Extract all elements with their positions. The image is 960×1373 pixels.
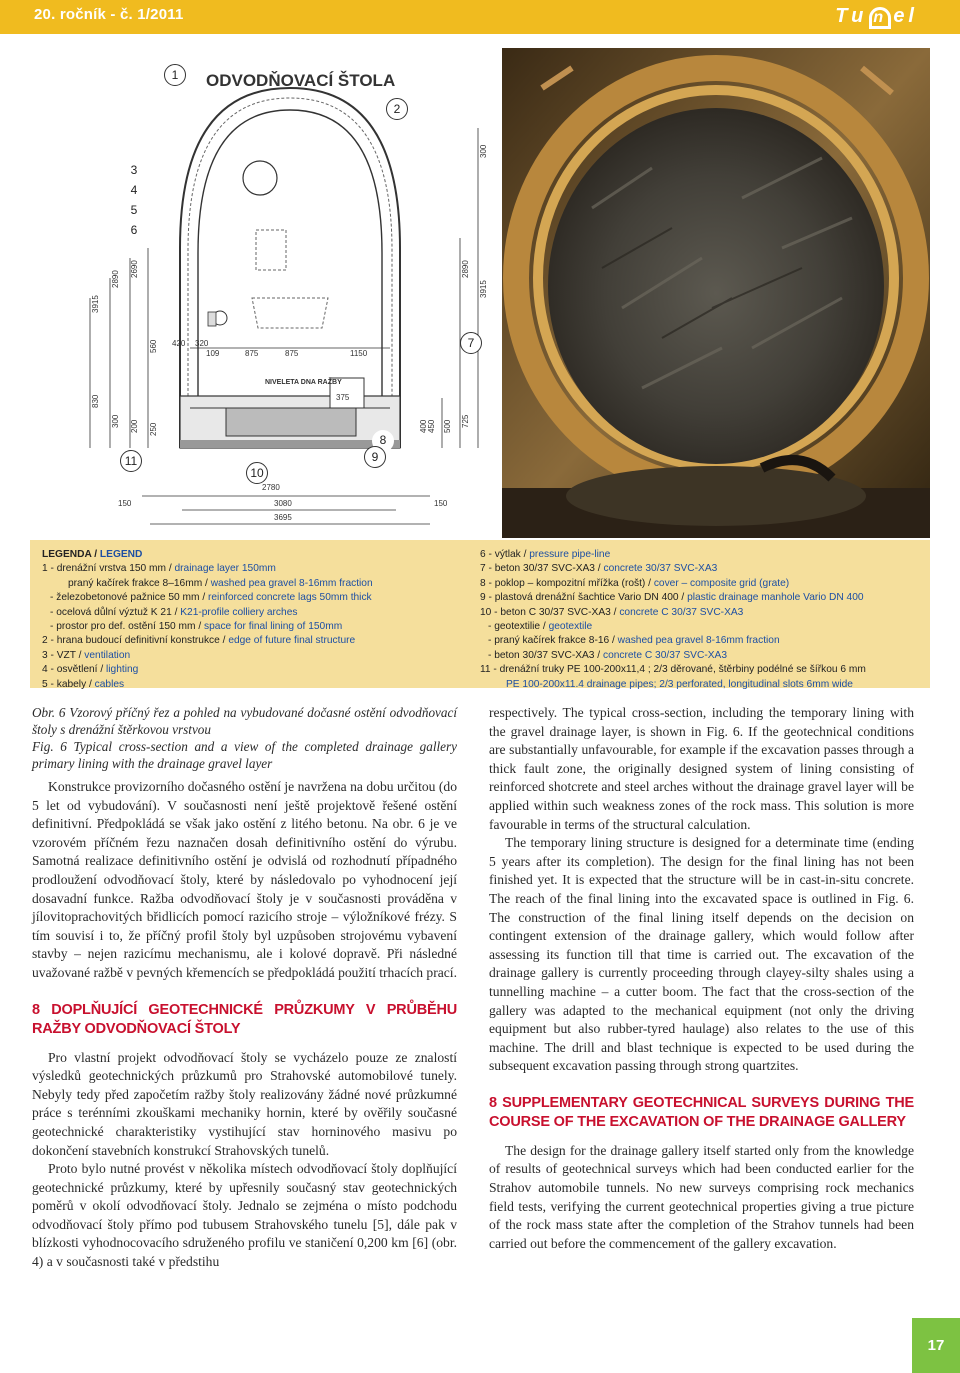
tunel-logo (835, 5, 918, 29)
legend-item-en: K21-profile colliery arches (180, 606, 298, 618)
callout-11: 11 (120, 450, 142, 472)
dim-3080: 3080 (274, 499, 292, 508)
legend-item-en: concrete C 30/37 SVC-XA3 (619, 606, 744, 618)
callout-6: 6 (123, 220, 145, 242)
legend-item-en: concrete C 30/37 SVC-XA3 (602, 649, 727, 661)
legend-item-en: geotextile (548, 621, 593, 633)
legend-item-cz: 11 - drenážní truky PE 100-200x11,4 ; 2/3 děrované, štěrbiny podélné se šířkou 6 mm (480, 664, 866, 676)
paragraph: The temporary lining structure is designed for a determinate time (ending 5 years after its completion). The design for the final lining has not been finished yet. It is expected that the structure will be in cast-in-situ concrete. The reach of the final lining into the excavated space is outlined in Fig. 6. The construction of the final lining itself depends on the decision on contingent extension of the drainage gallery, which would follow after assessing its function till that time is carried out. The excavation of the drainage gallery is currently proceeding through clayey-silty shales using a tunnelling machine – a cutter boom. The fact that the cross-section of the gallery was adapted to the mechanical equipment (not only the driving equipment but also rubber-tyred haulage) also relates to the use of this machine. The drill and blast technique is expected to be used during the subsequent excavation passing through strong quartzites. (489, 835, 914, 1074)
dim-2690-left: 2690 (130, 260, 139, 278)
callout-9: 9 (364, 446, 386, 468)
legend-item-en: space for final lining of 150mm (204, 621, 343, 633)
legend-item-en: PE 100-200x11.4 drainage pipes; 2/3 perforated, longitudinal slots 6mm wide (506, 678, 853, 690)
legend-item (42, 649, 478, 663)
section-heading-cz: 8 DOPLŇUJÍCÍ GEOTECHNICKÉ PRŮZKUMY V PRŮBĚHU RAŽBY ODVODŇOVACÍ ŠTOLY (32, 1001, 457, 1037)
logo-prefix: Tu (835, 5, 868, 27)
legend-item-cz: 4 - osvětlení / (42, 664, 106, 676)
legend-item-cz: 5 - kabely / (42, 678, 95, 690)
legend-item-en: plastic drainage manhole Vario DN 400 (687, 592, 864, 604)
legend-item-en: cables (94, 678, 125, 690)
legend-item-cz: - praný kačírek frakce 8-16 / (488, 635, 618, 647)
dim-450-right: 450 (427, 419, 436, 433)
legend-item-en: cover – composite grid (grate) (653, 577, 790, 589)
legend-item-en: pressure pipe-line (529, 549, 611, 560)
legend-item-cz: 7 - beton 30/37 SVC-XA3 / (480, 563, 604, 575)
legend-item (42, 562, 478, 576)
legend-item (42, 678, 478, 692)
legend-item-cz: 1 - drenážní vrstva 150 mm / (42, 563, 175, 575)
dim-725-right: 725 (461, 414, 470, 428)
legend-item (480, 663, 920, 677)
legend-item (42, 591, 478, 605)
legend-item-en: ventilation (84, 649, 131, 661)
callout-5: 5 (123, 200, 145, 222)
dim-3695: 3695 (274, 513, 292, 522)
dim-3915-left: 3915 (91, 295, 100, 313)
legend-item-en: concrete 30/37 SVC-XA3 (603, 563, 718, 575)
legend-item (42, 577, 478, 591)
legend-item (480, 634, 920, 648)
legend-item-en: drainage layer 150mm (174, 563, 276, 575)
legend-item-en: reinforced concrete lags 50mm thick (208, 592, 372, 604)
legend-box (30, 540, 930, 688)
label-niveleta: NIVELETA DNA RAŽBY (265, 379, 342, 386)
paragraph: respectively. The typical cross-section, including the temporary lining with the gravel drainage layer, is shown in Fig. 6. If the geotechnical conditions are substantially unfavourable, for example if the excavation passes through a thick fault zone, the originally designed system of lining consisting of reinforced shotcrete and steel arches without the drainage gravel layer will be applied within such weakness zones of the rock mass. This solution is more favourable in terms of the structural calculation. (489, 705, 914, 832)
legend-item-en: washed pea gravel 8-16mm fraction (617, 635, 780, 647)
legend-item (42, 620, 478, 634)
paragraph: The design for the drainage gallery itself started only from the knowledge of results of geotechnical surveys which had been conducted earlier for the Strahov automobile tunnels. No new surveys comprising rock mechanics field tests, verifying the current geotechnical properties giving a true picture of the rock mass state after the completion of the Strahov tunnels had been carried out before the commencement of the gallery excavation. (489, 1142, 914, 1251)
legend-item (480, 620, 920, 634)
legend-item-cz: 6 - výtlak / (480, 549, 530, 560)
legend-item-cz: 3 - VZT / (42, 649, 85, 661)
dim-500-right: 500 (443, 419, 452, 433)
legend-item-en: edge of future final structure (228, 635, 356, 647)
cross-section-svg (30, 48, 502, 538)
dim-560-left: 560 (149, 339, 158, 353)
dim-150-right: 150 (434, 499, 448, 508)
drawing-title: ODVODŇOVACÍ ŠTOLA (206, 71, 396, 90)
dim-200-left: 200 (130, 419, 139, 433)
dim-3915-right: 3915 (479, 280, 488, 298)
dim-1150: 1150 (350, 349, 368, 358)
legend-item (42, 606, 478, 620)
legend-item-en: washed pea gravel 8-16mm fraction (210, 577, 373, 589)
legend-item (480, 562, 920, 576)
header-bar (0, 0, 960, 34)
legend-item-cz: - beton 30/37 SVC-XA3 / (488, 649, 603, 661)
legend-item-en: lighting (106, 664, 139, 676)
callout-3: 3 (123, 160, 145, 182)
left-text-column (32, 704, 457, 1272)
legend-item (480, 591, 920, 605)
legend-item-cz: - ocelová důlní výztuž K 21 / (50, 606, 181, 618)
legend-title-en: LEGEND (99, 549, 143, 560)
section-heading-en: 8 SUPPLEMENTARY GEOTECHNICAL SURVEYS DURING THE COURSE OF THE EXCAVATION OF THE DRAINAGE GALLERY (489, 1094, 914, 1130)
legend-item (42, 663, 478, 677)
legend-item-cz: praný kačírek frakce 8–16mm / (68, 577, 211, 589)
legend-item-cz: 9 - plastová drenážní šachtice Vario DN 400 / (480, 592, 688, 604)
figure-caption-en: Fig. 6 Typical cross-section and a view of the completed drainage gallery primary lining with the drainage gravel layer (32, 739, 457, 771)
legend-item-cz: 8 - poklop – kompozitní mřížka (rošt) / (480, 577, 654, 589)
dim-420: 420 (172, 339, 186, 348)
callout-8: 8 (372, 430, 394, 452)
paragraph: Konstrukce provizorního dočasného ostění je navržena na dobu určitou (do 5 let od vybudování). V současnosti není ještě projektově řešené ostění definitivní. Předpokládá se však jako ostění z litého betonu. Na obr. 6 je ve vzorovém příčném řezu naznačen dosah definitivního ostění do výrubu. Samotná realizace definitivního ostění je odvislá od rozhodnutí případného prodloužení odvodňovací štoly, které by následovalo po vyhodnocení její dosavadní funkce. Ražba odvodňovací štoly je v současnosti prováděna v jílovitoprachovitých břidlicích pomocí razicího stroje – výložníkové frézy. S tím souvisí i to, že příčný profil štoly byl uzpůsoben strojovému vybavení stavby – nejen razicímu mechanismu, ale i kolové dopravě. Při následné uvažované ražbě v pevných křemencích se předpokládá použití trhacích prací. (32, 779, 457, 980)
page-number: 17 (912, 1318, 960, 1373)
dim-875-a: 875 (245, 349, 259, 358)
cross-section-drawing (30, 48, 502, 538)
figure-caption-cz: Obr. 6 Vzorový příčný řez a pohled na vybudované dočasné ostění odvodňovací štoly s drenážní štěrkovou vrstvou (32, 705, 457, 737)
paragraph: Pro vlastní projekt odvodňovací štoly se vycházelo pouze ze znalostí výsledků geotechnických průzkumů pro Strahovské automobilové tunely. Nebyly tedy před započetím ražby štoly realizovány žádné nové průzkumné práce s terénními zkouškami mechaniky hornin, které by ověřily současné geotechnické charakteristiky vystihující stav horninového masivu po dokončení stavebních konstrukcí Strahovských tunelů. (32, 1049, 457, 1158)
legend-item (480, 678, 920, 692)
right-text-column (489, 704, 914, 1253)
dim-2780: 2780 (262, 483, 280, 492)
legend-item (480, 606, 920, 620)
dim-109: 109 (206, 349, 220, 358)
logo-suffix: el (893, 5, 918, 27)
legend-title (42, 548, 478, 562)
callout-4: 4 (123, 180, 145, 202)
dim-250-left: 250 (149, 422, 158, 436)
dim-830-left: 830 (91, 394, 100, 408)
issue-label: 20. ročník - č. 1/2011 (34, 6, 184, 23)
callout-2: 2 (386, 98, 408, 120)
legend-item (480, 649, 920, 663)
dim-400-right: 400 (419, 419, 428, 433)
legend-item-cz: - prostor pro def. ostění 150 mm / (50, 621, 205, 633)
callout-7: 7 (460, 332, 482, 354)
gallery-photo-svg (502, 48, 930, 538)
figure-6 (30, 48, 930, 538)
legend-left-column (42, 548, 478, 692)
callout-1: 1 (164, 64, 186, 86)
dim-2890-left: 2890 (111, 270, 120, 288)
dim-875-b: 875 (285, 349, 299, 358)
legend-item (480, 577, 920, 591)
dim-300-right: 300 (479, 144, 488, 158)
dim-320: 320 (195, 339, 209, 348)
legend-item (42, 634, 478, 648)
legend-item-cz: 2 - hrana budoucí definitivní konstrukce / (42, 635, 229, 647)
legend-item-cz: - železobetonové pažnice 50 mm / (50, 592, 208, 604)
legend-title-cz: LEGENDA / (42, 549, 100, 560)
logo-tunnel-mark: n (869, 7, 891, 29)
legend-right-column (480, 548, 920, 692)
dim-300-left: 300 (111, 414, 120, 428)
dim-2890-right: 2890 (461, 260, 470, 278)
legend-item-cz: 10 - beton C 30/37 SVC-XA3 / (480, 606, 620, 618)
callout-10: 10 (246, 462, 268, 484)
paragraph: Proto bylo nutné provést v několika místech odvodňovací štoly doplňující geotechnické průzkumy, které by upřesnily současný stav geotechnických poměrů v okolí odvodňovací štoly. Jednalo se zejména o místo podchodu odvodňovací štoly přímo pod tubusem Strahovského tunelu [5], dále pak v blízkosti vyhodnocovacího sdruženého profilu ve staničení 0,200 km [6] (obr. 4) a v současnosti také v předstihu (32, 1161, 457, 1270)
dim-375: 375 (336, 393, 350, 402)
dim-150-left: 150 (118, 499, 132, 508)
legend-item (480, 548, 920, 562)
legend-item-cz: - geotextilie / (488, 621, 549, 633)
